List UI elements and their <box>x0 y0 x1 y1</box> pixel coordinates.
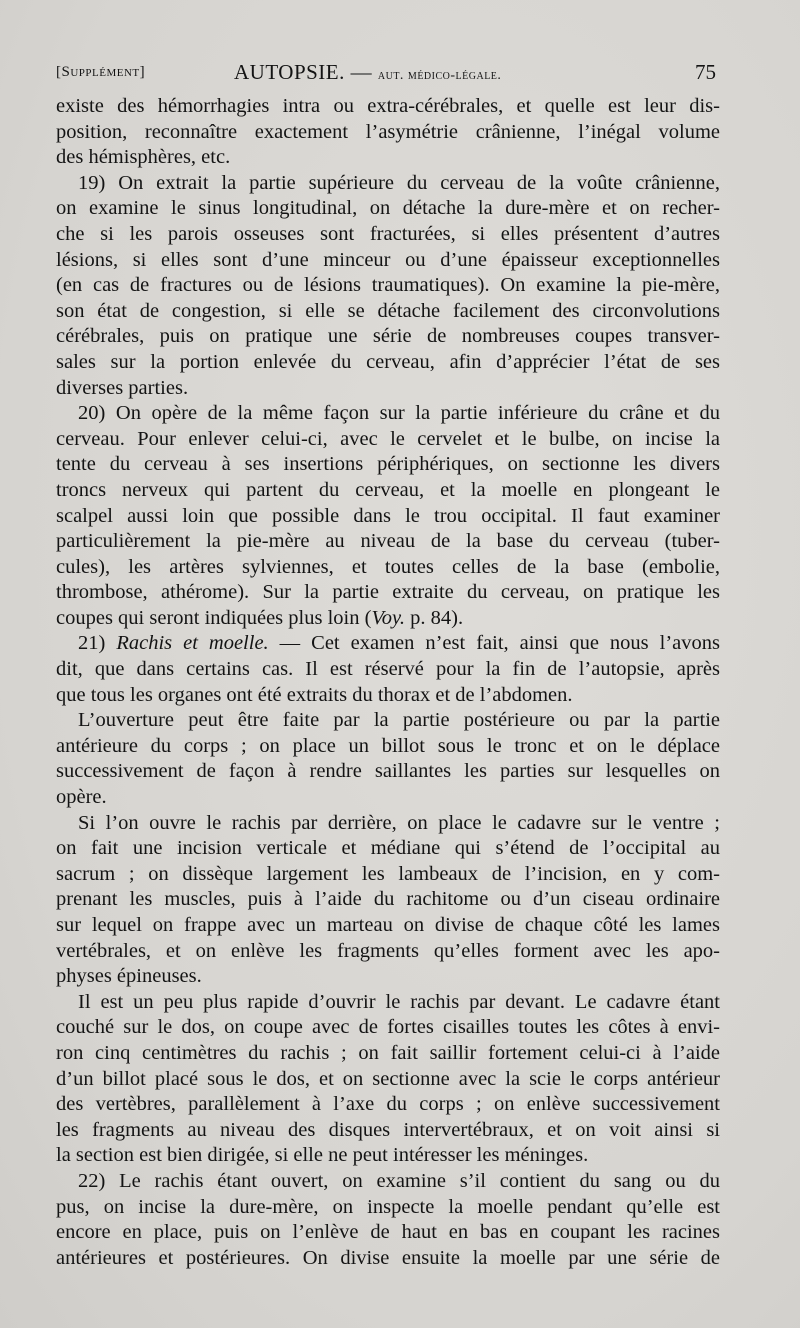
line-text: 20) On opère de la même façon sur la partie inférieure du crâne et du <box>78 402 720 425</box>
line-text: coupes qui seront indiquées plus loin ( <box>56 606 372 629</box>
line-text: son état de congestion, si elle se détache facilement des circonvolutions <box>56 299 720 322</box>
text-line <box>56 1041 720 1067</box>
line-text: vertébrales, et on enlève les fragments qu’elles forment avec les apo- <box>56 939 720 962</box>
text-line <box>56 1195 720 1221</box>
line-text: couché sur le dos, on coupe avec de fortes cisailles toutes les côtes à envi- <box>56 1016 720 1039</box>
line-text: la section est bien dirigée, si elle ne peut intéresser les méninges. <box>56 1144 589 1167</box>
text-line <box>56 1220 720 1246</box>
line-text: cerveau. Pour enlever celui-ci, avec le cervelet et le bulbe, on incise la <box>56 427 720 450</box>
text-line <box>56 273 720 299</box>
line-text: cérébrales, puis on pratique une série de nombreuses coupes transver- <box>56 325 720 348</box>
line-text: che si les parois osseuses sont fracturées, si elles présentent d’autres <box>56 222 720 245</box>
line-text: 21) <box>78 632 117 655</box>
text-line <box>56 708 720 734</box>
text-line <box>56 1092 720 1118</box>
text-line <box>56 939 720 965</box>
section-label: [Supplément] <box>56 64 146 80</box>
line-text: successivement de façon à rendre saillantes les parties sur lesquelles on <box>56 760 720 783</box>
text-line <box>56 964 720 990</box>
text-line <box>56 862 720 888</box>
text-line <box>56 913 720 939</box>
line-text: diverses parties. <box>56 376 189 399</box>
text-line <box>56 94 720 120</box>
title-dash: — <box>350 60 373 84</box>
line-text: troncs nerveux qui partent du cerveau, et la moelle en plongeant le <box>56 478 720 501</box>
line-text: on fait une incision verticale et médiane qui s’étend de l’occipital au <box>56 837 720 860</box>
line-text: L’ouverture peut être faite par la partie postérieure ou par la partie <box>78 709 720 732</box>
line-text-after: p. 84). <box>405 606 464 629</box>
line-text: sales sur la portion enlevée du cerveau, afin d’apprécier l’état de ses <box>56 350 720 373</box>
line-text: position, reconnaître exactement l’asymétrie crânienne, l’inégal volume <box>56 120 720 143</box>
text-line <box>56 504 720 530</box>
line-text: sacrum ; on dissèque largement les lambeaux de l’incision, en y com- <box>56 862 720 885</box>
text-line <box>56 401 720 427</box>
line-text: dit, que dans certains cas. Il est réservé pour la fin de l’autopsie, après <box>56 658 720 681</box>
line-text: ron cinq centimètres du rachis ; on fait saillir fortement celui-ci à l’aide <box>56 1041 720 1064</box>
text-line <box>56 299 720 325</box>
text-line <box>56 785 720 811</box>
line-text: 19) On extrait la partie supérieure du cerveau de la voûte crânienne, <box>78 171 720 194</box>
body-text <box>56 94 720 1271</box>
text-line <box>56 811 720 837</box>
line-text: prenant les muscles, puis à l’aide du rachitome ou d’un ciseau ordinaire <box>56 888 720 911</box>
text-line <box>56 350 720 376</box>
text-line <box>56 759 720 785</box>
line-text: que tous les organes ont été extraits du thorax et de l’abdomen. <box>56 683 573 706</box>
italic-text: Voy. <box>371 606 406 629</box>
line-text: opère. <box>56 786 107 809</box>
line-text: lésions, si elles sont d’une minceur ou d’une épaisseur exceptionnelles <box>56 248 720 271</box>
line-text: cules), les artères sylviennes, et toutes celles de la base (embolie, <box>56 555 720 578</box>
text-line <box>56 452 720 478</box>
line-text: pus, on incise la dure-mère, on inspecte la moelle pendant qu’elle est <box>56 1195 720 1218</box>
text-line <box>56 734 720 760</box>
text-line <box>56 887 720 913</box>
line-text: thrombose, athérome). Sur la partie extraite du cerveau, on pratique les <box>56 581 720 604</box>
line-text: physes épineuses. <box>56 965 202 988</box>
text-line <box>56 324 720 350</box>
text-line <box>56 120 720 146</box>
text-line <box>56 1143 720 1169</box>
line-text: on examine le sinus longitudinal, on détache la dure-mère et on recher- <box>56 197 720 220</box>
line-text: antérieures et postérieures. On divise ensuite la moelle par une série de <box>56 1246 720 1269</box>
line-text: sur lequel on frappe avec un marteau on divise de chaque côté les lames <box>56 914 720 936</box>
line-text: Si l’on ouvre le rachis par derrière, on place le cadavre sur le ventre ; <box>78 811 720 834</box>
subtitle-text: aut. médico-légale. <box>377 68 502 83</box>
text-line <box>56 171 720 197</box>
line-text: d’un billot placé sous le dos, et on sectionne avec la scie le corps antérieur <box>56 1067 720 1090</box>
text-line <box>56 606 720 632</box>
italic-text: Rachis et moelle. <box>116 632 269 655</box>
text-line <box>56 222 720 248</box>
line-text: scalpel aussi loin que possible dans le trou occipital. Il faut examiner <box>56 504 720 527</box>
title-text: AUTOPSIE. <box>234 60 345 84</box>
line-text: existe des hémorrhagies intra ou extra-cérébrales, et quelle est leur dis- <box>56 95 720 117</box>
text-line <box>56 145 720 171</box>
text-line <box>56 580 720 606</box>
text-line <box>56 555 720 581</box>
line-text: antérieure du corps ; on place un billot sous le tronc et on le déplace <box>56 734 720 757</box>
line-text: encore en place, puis on l’enlève de haut en bas en coupant les racines <box>56 1221 720 1244</box>
text-line <box>56 196 720 222</box>
line-text: Il est un peu plus rapide d’ouvrir le rachis par devant. Le cadavre étant <box>78 990 720 1013</box>
line-text: tente du cerveau à ses insertions périphériques, on sectionne les divers <box>56 453 720 476</box>
line-text: (en cas de fractures ou de lésions traumatiques). On examine la pie-mère, <box>56 274 720 297</box>
text-line <box>56 1118 720 1144</box>
line-text: des hémisphères, etc. <box>56 146 231 169</box>
line-text-after: — Cet examen n’est fait, ainsi que nous l’avons <box>268 632 720 655</box>
line-text: les fragments au niveau des disques intervertébraux, et on voit ainsi si <box>56 1118 720 1141</box>
page-number: 75 <box>695 60 716 84</box>
text-line <box>56 376 720 402</box>
text-line <box>56 836 720 862</box>
line-text: particulièrement la pie-mère au niveau de la base du cerveau (tuber- <box>56 530 720 553</box>
text-line <box>56 683 720 709</box>
text-line <box>56 427 720 453</box>
running-header <box>56 60 716 90</box>
running-title <box>234 60 501 85</box>
line-text: 22) Le rachis étant ouvert, on examine s’il contient du sang ou du <box>78 1169 720 1192</box>
line-text: des vertèbres, parallèlement à l’axe du corps ; on enlève successivement <box>56 1093 720 1116</box>
text-line <box>56 990 720 1016</box>
text-line <box>56 529 720 555</box>
text-line <box>56 1169 720 1195</box>
text-line <box>56 1246 720 1272</box>
text-line <box>56 657 720 683</box>
text-line <box>56 478 720 504</box>
text-line <box>56 1015 720 1041</box>
text-line <box>56 248 720 274</box>
text-line <box>56 631 720 657</box>
text-line <box>56 1067 720 1093</box>
